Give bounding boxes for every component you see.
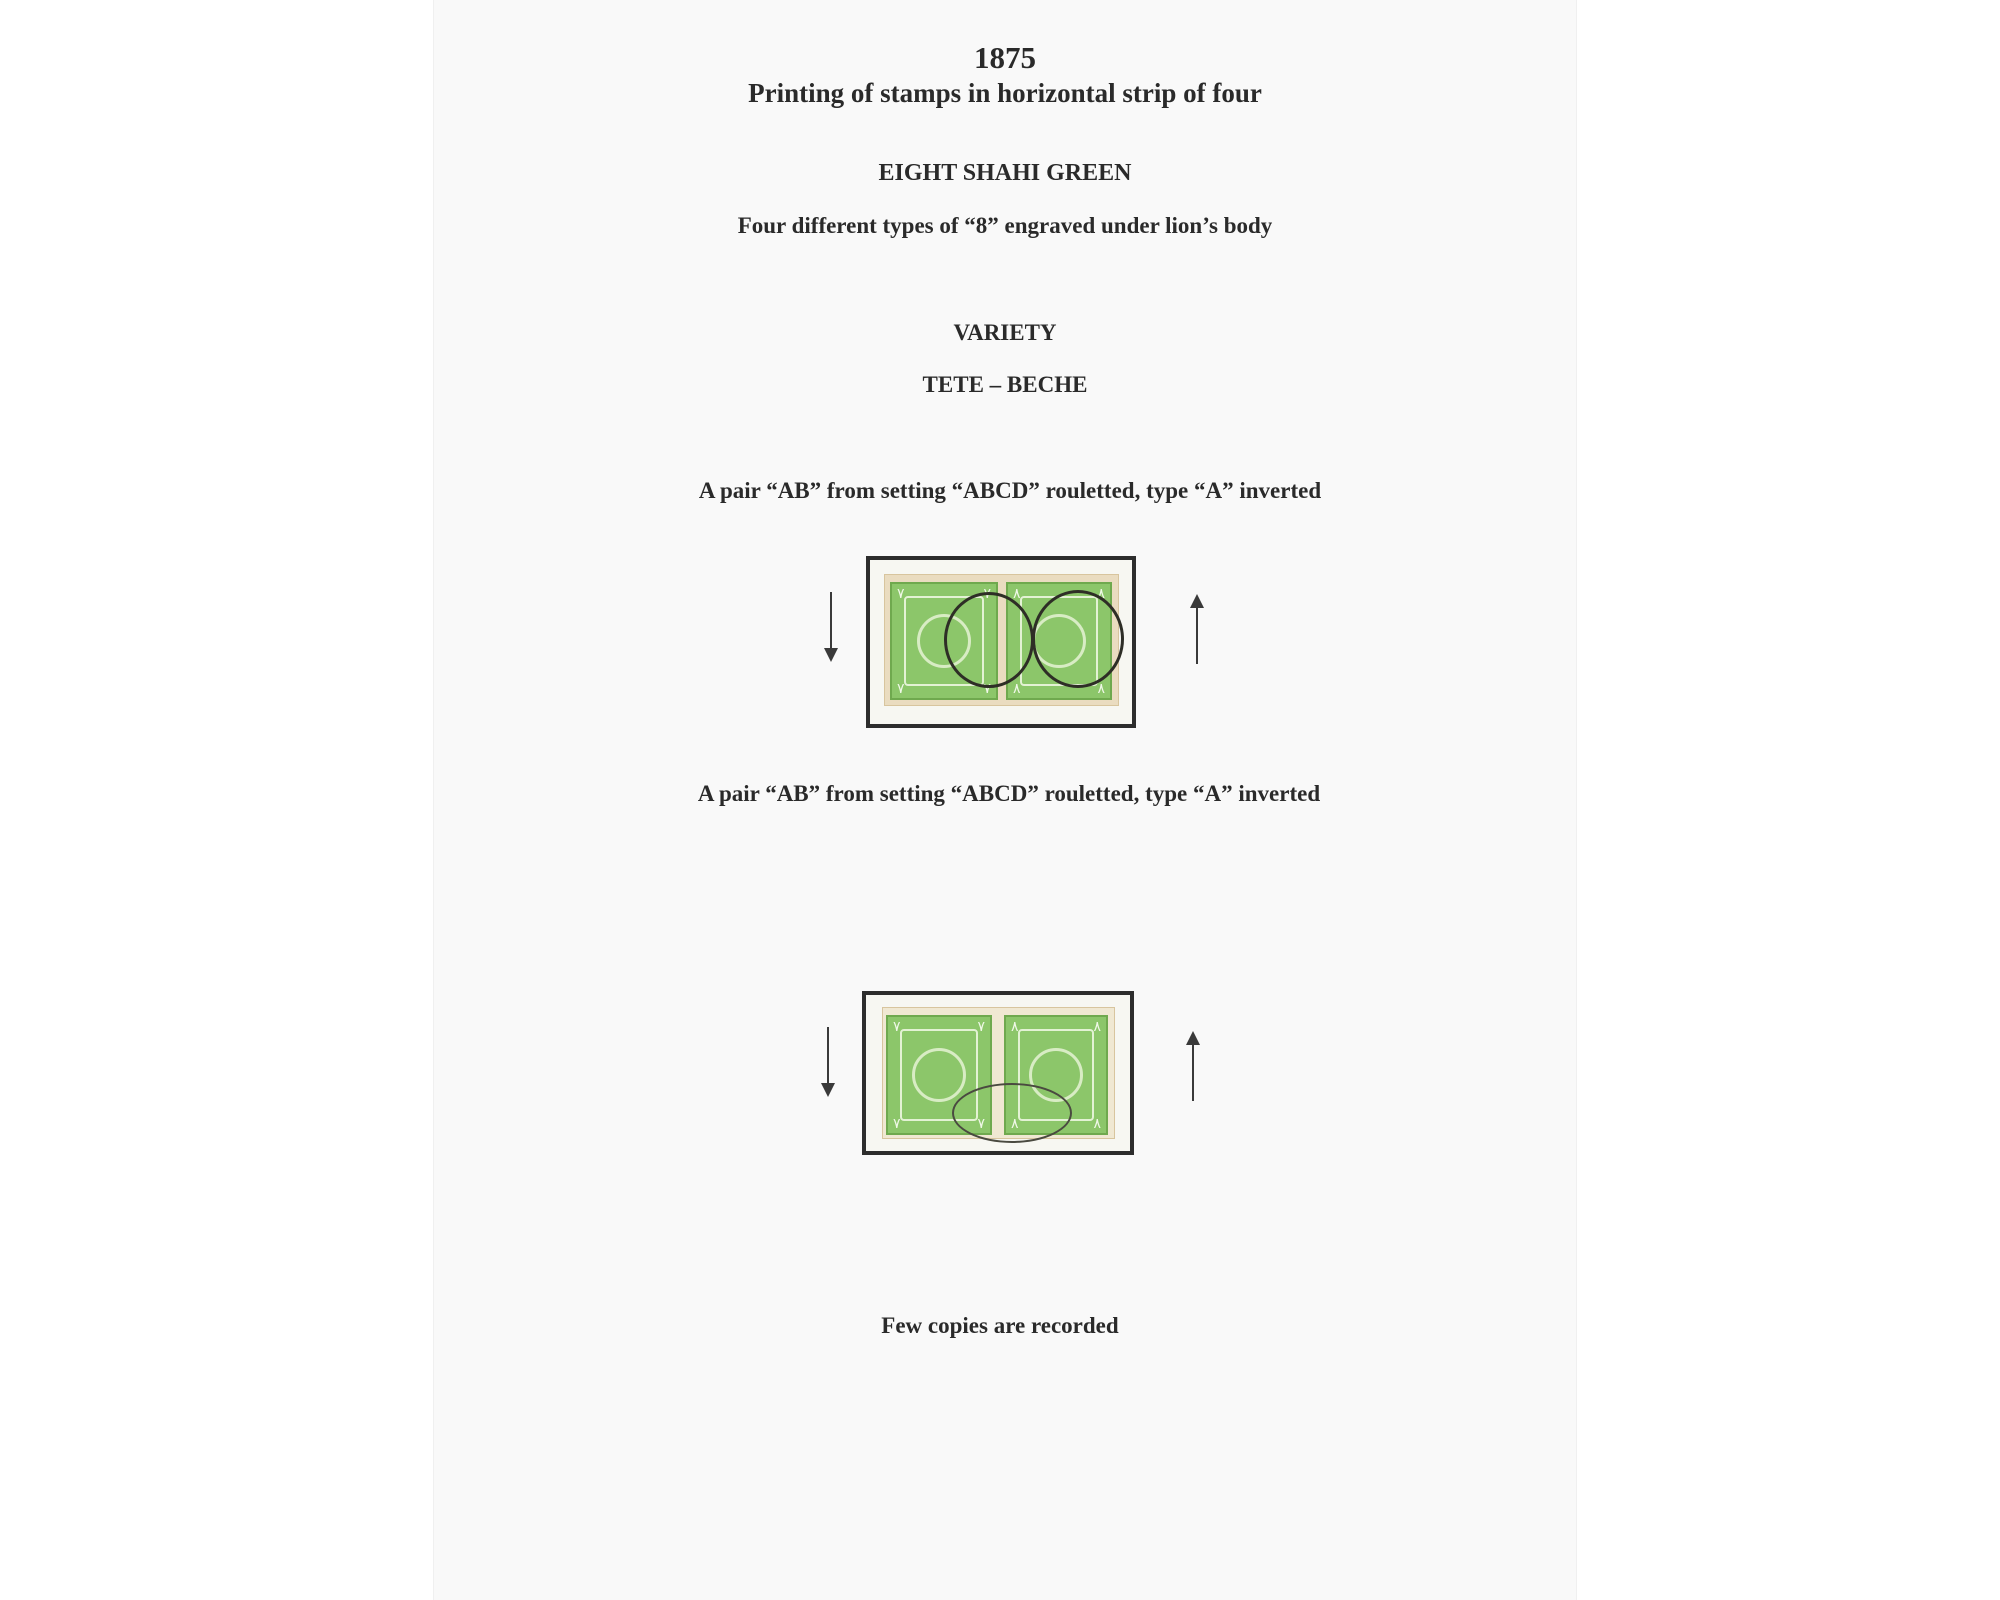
postmark [1032, 590, 1124, 688]
page-year: 1875 [974, 40, 1036, 75]
stamp-numeral: ٧ [983, 681, 991, 697]
postmark [944, 592, 1034, 688]
stamp-numeral: ٧ [897, 681, 905, 697]
arrow-up-icon [1183, 1031, 1203, 1103]
album-page [434, 0, 1576, 1600]
stamp-numeral: ٧ [977, 1019, 985, 1035]
stamp-numeral: ٨ [1097, 681, 1105, 697]
stamp-mount-1 [866, 556, 1136, 728]
stamp-numeral: ٨ [1013, 681, 1021, 697]
stamp-numeral: ٧ [897, 586, 905, 602]
stamp-pair-image-1 [884, 574, 1119, 706]
stamp-numeral: ٨ [1093, 1019, 1101, 1035]
arrow-down-icon [821, 592, 841, 664]
stamp-pair-image-2 [882, 1007, 1115, 1139]
pair-caption-2: A pair “AB” from setting “ABCD” rouletted, type “A” inverted [697, 781, 1321, 806]
arrow-up-icon [1187, 594, 1207, 666]
denomination-heading: EIGHT SHAHI GREEN [878, 160, 1132, 186]
footer-note: Few copies are recorded [881, 1313, 1119, 1338]
types-note: Four different types of “8” engraved under lion’s body [737, 213, 1273, 238]
arrow-down-icon [818, 1027, 838, 1099]
stamp-numeral: ٨ [1013, 586, 1021, 602]
stamp-numeral: ٧ [977, 1116, 985, 1132]
stamp-numeral: ٨ [1011, 1019, 1019, 1035]
pair-caption-1: A pair “AB” from setting “ABCD” rouletted, type “A” inverted [698, 478, 1322, 503]
stamp-numeral: ٨ [1093, 1116, 1101, 1132]
stamp-mount-2 [862, 991, 1134, 1155]
postmark [952, 1083, 1072, 1143]
stamp-numeral: ٨ [1011, 1116, 1019, 1132]
variety-heading: VARIETY [953, 320, 1057, 345]
stamp-numeral: ٨ [1097, 586, 1105, 602]
page-subtitle: Printing of stamps in horizontal strip of four [748, 78, 1262, 108]
stamp-numeral: ٧ [893, 1019, 901, 1035]
variety-name: TETE – BECHE [922, 372, 1088, 397]
stamp-numeral: ٧ [983, 586, 991, 602]
stamp-numeral: ٧ [893, 1116, 901, 1132]
